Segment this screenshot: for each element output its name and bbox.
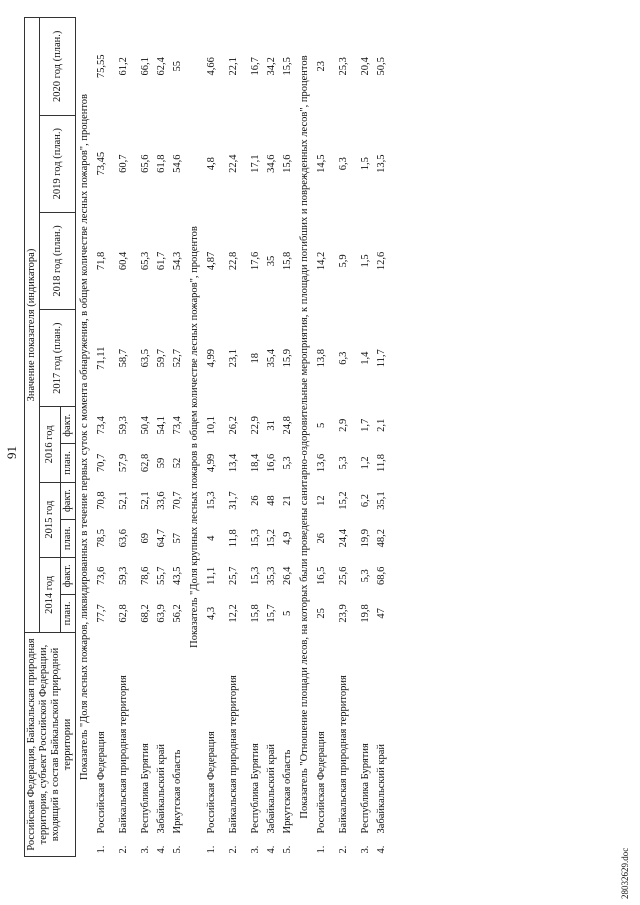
value-header: Значение показателя (индикатора) — [25, 18, 40, 633]
row-number: 4. — [266, 845, 278, 854]
value-cell: 77,7 — [96, 604, 108, 623]
value-cell: 5,3 — [360, 569, 372, 583]
value-cell: 15,8 — [250, 604, 262, 623]
fact-header: факт. — [61, 482, 76, 519]
value-cell: 26 — [250, 495, 262, 506]
value-cell: 78,5 — [96, 529, 108, 548]
value-cell: 65,3 — [140, 251, 152, 271]
value-cell: 25 — [316, 608, 328, 619]
value-cell: 70,8 — [96, 491, 108, 510]
table-row — [280, 18, 296, 857]
value-cell: 48,2 — [376, 529, 388, 548]
indicator-title: Показатель "Отношение площади лесов, на которых были проведены санитарно-оздоровительные мероприятия, к площади погибших и поврежденных лесов", процентов — [299, 55, 311, 819]
value-cell: 59,7 — [156, 349, 168, 368]
value-cell: 19,8 — [360, 604, 372, 623]
value-cell: 4 — [206, 535, 218, 541]
table-row — [154, 18, 170, 857]
value-cell: 15,5 — [282, 57, 294, 76]
indicator-table — [24, 17, 390, 857]
value-cell: 5,9 — [338, 254, 350, 268]
value-cell: 61,8 — [156, 154, 168, 173]
row-number: 3. — [140, 845, 152, 854]
value-cell: 73,4 — [172, 416, 184, 435]
table-row — [248, 18, 264, 857]
value-cell: 33,6 — [156, 491, 168, 510]
row-number: 3. — [360, 845, 372, 854]
region-name: Республика Бурятия — [140, 743, 152, 834]
row-number: 2. — [118, 845, 130, 854]
region-name: Забайкальский край — [156, 743, 168, 834]
value-cell: 13,4 — [228, 453, 240, 473]
value-cell: 22,9 — [250, 416, 262, 435]
indicator-title-row — [76, 18, 95, 857]
region-name: Республика Бурятия — [250, 743, 262, 834]
row-number: 4. — [376, 845, 388, 854]
value-cell: 34,2 — [266, 57, 278, 76]
value-cell: 15,8 — [282, 251, 294, 271]
value-cell: 50,5 — [376, 57, 388, 76]
value-cell: 59 — [156, 457, 168, 469]
value-cell: 35 — [266, 255, 278, 267]
value-cell: 35,3 — [266, 566, 278, 585]
value-cell: 43,5 — [172, 566, 184, 585]
value-cell: 22,1 — [228, 57, 240, 76]
value-cell: 31 — [266, 420, 278, 431]
value-cell: 60,7 — [118, 154, 130, 173]
fact-header: факт. — [61, 407, 76, 444]
value-cell: 56,2 — [172, 604, 184, 623]
region-name: Российская Федерация — [96, 731, 108, 834]
value-cell: 13,5 — [376, 154, 388, 173]
value-cell: 62,8 — [140, 453, 152, 473]
value-cell: 5 — [282, 610, 294, 617]
value-cell: 5 — [316, 422, 328, 428]
value-cell: 5,3 — [282, 456, 294, 470]
value-cell: 63,6 — [118, 529, 130, 548]
value-cell: 65,6 — [140, 154, 152, 173]
value-cell: 15,2 — [266, 529, 278, 548]
value-cell: 4,87 — [206, 251, 218, 271]
value-cell: 61,2 — [118, 57, 130, 76]
value-cell: 47 — [376, 608, 388, 619]
value-cell: 78,6 — [140, 566, 152, 585]
table-row — [358, 18, 374, 857]
table-header — [25, 18, 76, 857]
value-cell: 12,6 — [376, 251, 388, 271]
value-cell: 13,8 — [316, 349, 328, 368]
value-cell: 23 — [316, 61, 328, 72]
value-cell: 26 — [316, 532, 328, 544]
value-cell: 5,3 — [338, 456, 350, 470]
region-name: Байкальская природная территория — [338, 675, 350, 834]
value-cell: 25,7 — [228, 566, 240, 585]
value-cell: 21 — [282, 495, 294, 506]
row-number: 1. — [316, 845, 328, 854]
table-row — [170, 18, 186, 857]
value-cell: 11,8 — [376, 453, 388, 472]
year-2020-header: 2020 год (план.) — [40, 18, 76, 116]
value-cell: 71,11 — [96, 346, 108, 370]
value-cell: 23,1 — [228, 349, 240, 368]
row-number: 1. — [206, 845, 218, 854]
value-cell: 14,5 — [316, 154, 328, 173]
value-cell: 4,3 — [206, 606, 218, 620]
value-cell: 4,66 — [206, 57, 218, 76]
value-cell: 17,6 — [250, 251, 262, 271]
row-number: 1. — [96, 845, 108, 854]
value-cell: 1,5 — [360, 157, 372, 171]
value-cell: 1,5 — [360, 254, 372, 268]
table-row — [220, 18, 248, 857]
value-cell: 63,5 — [140, 349, 152, 368]
region-column-header: Российская Федерация, Байкальская природная территория, субъект Российской Федерации, входящий в состав Байкальской природной территории — [25, 633, 76, 857]
value-cell: 52 — [172, 457, 184, 469]
value-cell: 15,3 — [206, 491, 218, 510]
value-cell: 63,9 — [156, 604, 168, 623]
table-row — [330, 18, 358, 857]
value-cell: 71,8 — [96, 251, 108, 271]
value-cell: 6,2 — [360, 494, 372, 508]
region-name: Иркутская область — [282, 749, 294, 834]
value-cell: 12 — [316, 495, 328, 506]
value-cell: 14,2 — [316, 251, 328, 271]
value-cell: 6,3 — [338, 351, 350, 365]
value-cell: 58,7 — [118, 349, 130, 368]
region-name: Российская Федерация — [206, 731, 218, 834]
value-cell: 68,2 — [140, 604, 152, 623]
year-2017-header: 2017 год (план.) — [40, 310, 76, 407]
value-cell: 52,7 — [172, 349, 184, 368]
table-body — [76, 18, 391, 857]
value-cell: 1,4 — [360, 351, 372, 365]
value-cell: 11,7 — [376, 349, 388, 368]
value-cell: 4,99 — [206, 349, 218, 368]
table-row — [314, 18, 330, 857]
value-cell: 4,99 — [206, 453, 218, 473]
region-name: Байкальская природная территория — [118, 675, 130, 834]
row-number: 4. — [156, 845, 168, 854]
value-cell: 70,7 — [96, 453, 108, 473]
region-name: Иркутская область — [172, 749, 184, 834]
value-cell: 19,9 — [360, 529, 372, 548]
indicator-title-row — [296, 18, 314, 857]
value-cell: 13,6 — [316, 453, 328, 473]
value-cell: 20,4 — [360, 57, 372, 76]
value-cell: 6,3 — [338, 157, 350, 171]
value-cell: 55,7 — [156, 566, 168, 585]
value-cell: 70,7 — [172, 491, 184, 510]
value-cell: 50,4 — [140, 416, 152, 435]
row-number: 5. — [282, 845, 294, 854]
value-cell: 61,7 — [156, 251, 168, 271]
plan-header: план. — [61, 444, 76, 482]
value-cell: 66,1 — [140, 57, 152, 76]
value-cell: 11,8 — [228, 529, 240, 548]
value-cell: 62,4 — [156, 57, 168, 76]
value-cell: 25,6 — [338, 566, 350, 585]
year-2019-header: 2019 год (план.) — [40, 115, 76, 212]
value-cell: 15,2 — [338, 491, 350, 510]
value-cell: 55 — [172, 61, 184, 72]
value-cell: 4,9 — [282, 531, 294, 545]
table-row — [138, 18, 154, 857]
value-cell: 24,8 — [282, 416, 294, 435]
value-cell: 64,7 — [156, 529, 168, 548]
table-row — [374, 18, 390, 857]
value-cell: 26,4 — [282, 566, 294, 585]
value-cell: 15,6 — [282, 154, 294, 173]
value-cell: 54,6 — [172, 154, 184, 173]
table-row — [94, 18, 110, 857]
row-number: 5. — [172, 845, 184, 854]
value-cell: 54,3 — [172, 251, 184, 271]
value-cell: 17,1 — [250, 154, 262, 173]
value-cell: 18,4 — [250, 453, 262, 473]
value-cell: 57,9 — [118, 453, 130, 473]
value-cell: 59,3 — [118, 566, 130, 585]
value-cell: 62,8 — [118, 604, 130, 623]
value-cell: 26,2 — [228, 416, 240, 435]
value-cell: 15,3 — [250, 566, 262, 585]
document-code: 28032629.doc — [620, 847, 630, 899]
year-2016-header: 2016 год — [40, 407, 61, 482]
value-cell: 73,6 — [96, 566, 108, 585]
table-row — [204, 18, 220, 857]
value-cell: 22,8 — [228, 251, 240, 271]
value-cell: 69 — [140, 532, 152, 544]
indicator-title: Показатель "Доля крупных лесных пожаров в общем количестве лесных пожаров", процентов — [189, 226, 201, 648]
value-cell: 48 — [266, 495, 278, 506]
value-cell: 2,9 — [338, 418, 350, 432]
value-cell: 16,5 — [316, 566, 328, 585]
value-cell: 73,45 — [96, 151, 108, 176]
table-row — [110, 18, 138, 857]
value-cell: 16,6 — [266, 453, 278, 473]
value-cell: 68,6 — [376, 566, 388, 585]
page-number: 91 — [4, 446, 19, 459]
value-cell: 24,4 — [338, 529, 350, 548]
fact-header: факт. — [61, 557, 76, 594]
region-name: Российская Федерация — [316, 731, 328, 834]
value-cell: 1,7 — [360, 418, 372, 432]
value-cell: 34,6 — [266, 154, 278, 173]
region-name: Байкальская природная территория — [228, 675, 240, 834]
region-name: Забайкальский край — [376, 743, 388, 834]
row-number: 3. — [250, 845, 262, 854]
value-cell: 10,1 — [206, 416, 218, 435]
row-number: 2. — [338, 845, 350, 854]
year-2015-header: 2015 год — [40, 482, 61, 557]
value-cell: 57 — [172, 532, 184, 544]
indicator-title: Показатель "Доля лесных пожаров, ликвидированных в течение первых суток с момента обнаружения, в общем количестве лесных пожаров", процентов — [79, 93, 91, 781]
indicator-title-row — [186, 18, 204, 857]
value-cell: 35,1 — [376, 491, 388, 510]
value-cell: 59,3 — [118, 416, 130, 435]
value-cell: 12,2 — [228, 604, 240, 623]
value-cell: 11,1 — [206, 566, 218, 585]
table-row — [264, 18, 280, 857]
value-cell: 73,4 — [96, 416, 108, 435]
value-cell: 60,4 — [118, 251, 130, 271]
value-cell: 54,1 — [156, 416, 168, 435]
value-cell: 15,3 — [250, 529, 262, 548]
year-2018-header: 2018 год (план.) — [40, 212, 76, 309]
value-cell: 75,55 — [96, 54, 108, 79]
value-cell: 15,7 — [266, 604, 278, 623]
value-cell: 15,9 — [282, 349, 294, 368]
value-cell: 4,8 — [206, 157, 218, 171]
value-cell: 1,2 — [360, 456, 372, 470]
row-number: 2. — [228, 845, 240, 854]
value-cell: 22,4 — [228, 154, 240, 173]
value-cell: 2,1 — [376, 418, 388, 432]
year-2014-header: 2014 год — [40, 557, 61, 632]
plan-header: план. — [61, 594, 76, 632]
region-name: Забайкальский край — [266, 743, 278, 834]
value-cell: 52,1 — [140, 491, 152, 510]
value-cell: 25,3 — [338, 57, 350, 76]
plan-header: план. — [61, 519, 76, 557]
value-cell: 23,9 — [338, 604, 350, 623]
value-cell: 16,7 — [250, 57, 262, 76]
value-cell: 35,4 — [266, 349, 278, 368]
value-cell: 52,1 — [118, 491, 130, 510]
value-cell: 31,7 — [228, 491, 240, 510]
region-name: Республика Бурятия — [360, 743, 372, 834]
value-cell: 18 — [250, 352, 262, 364]
